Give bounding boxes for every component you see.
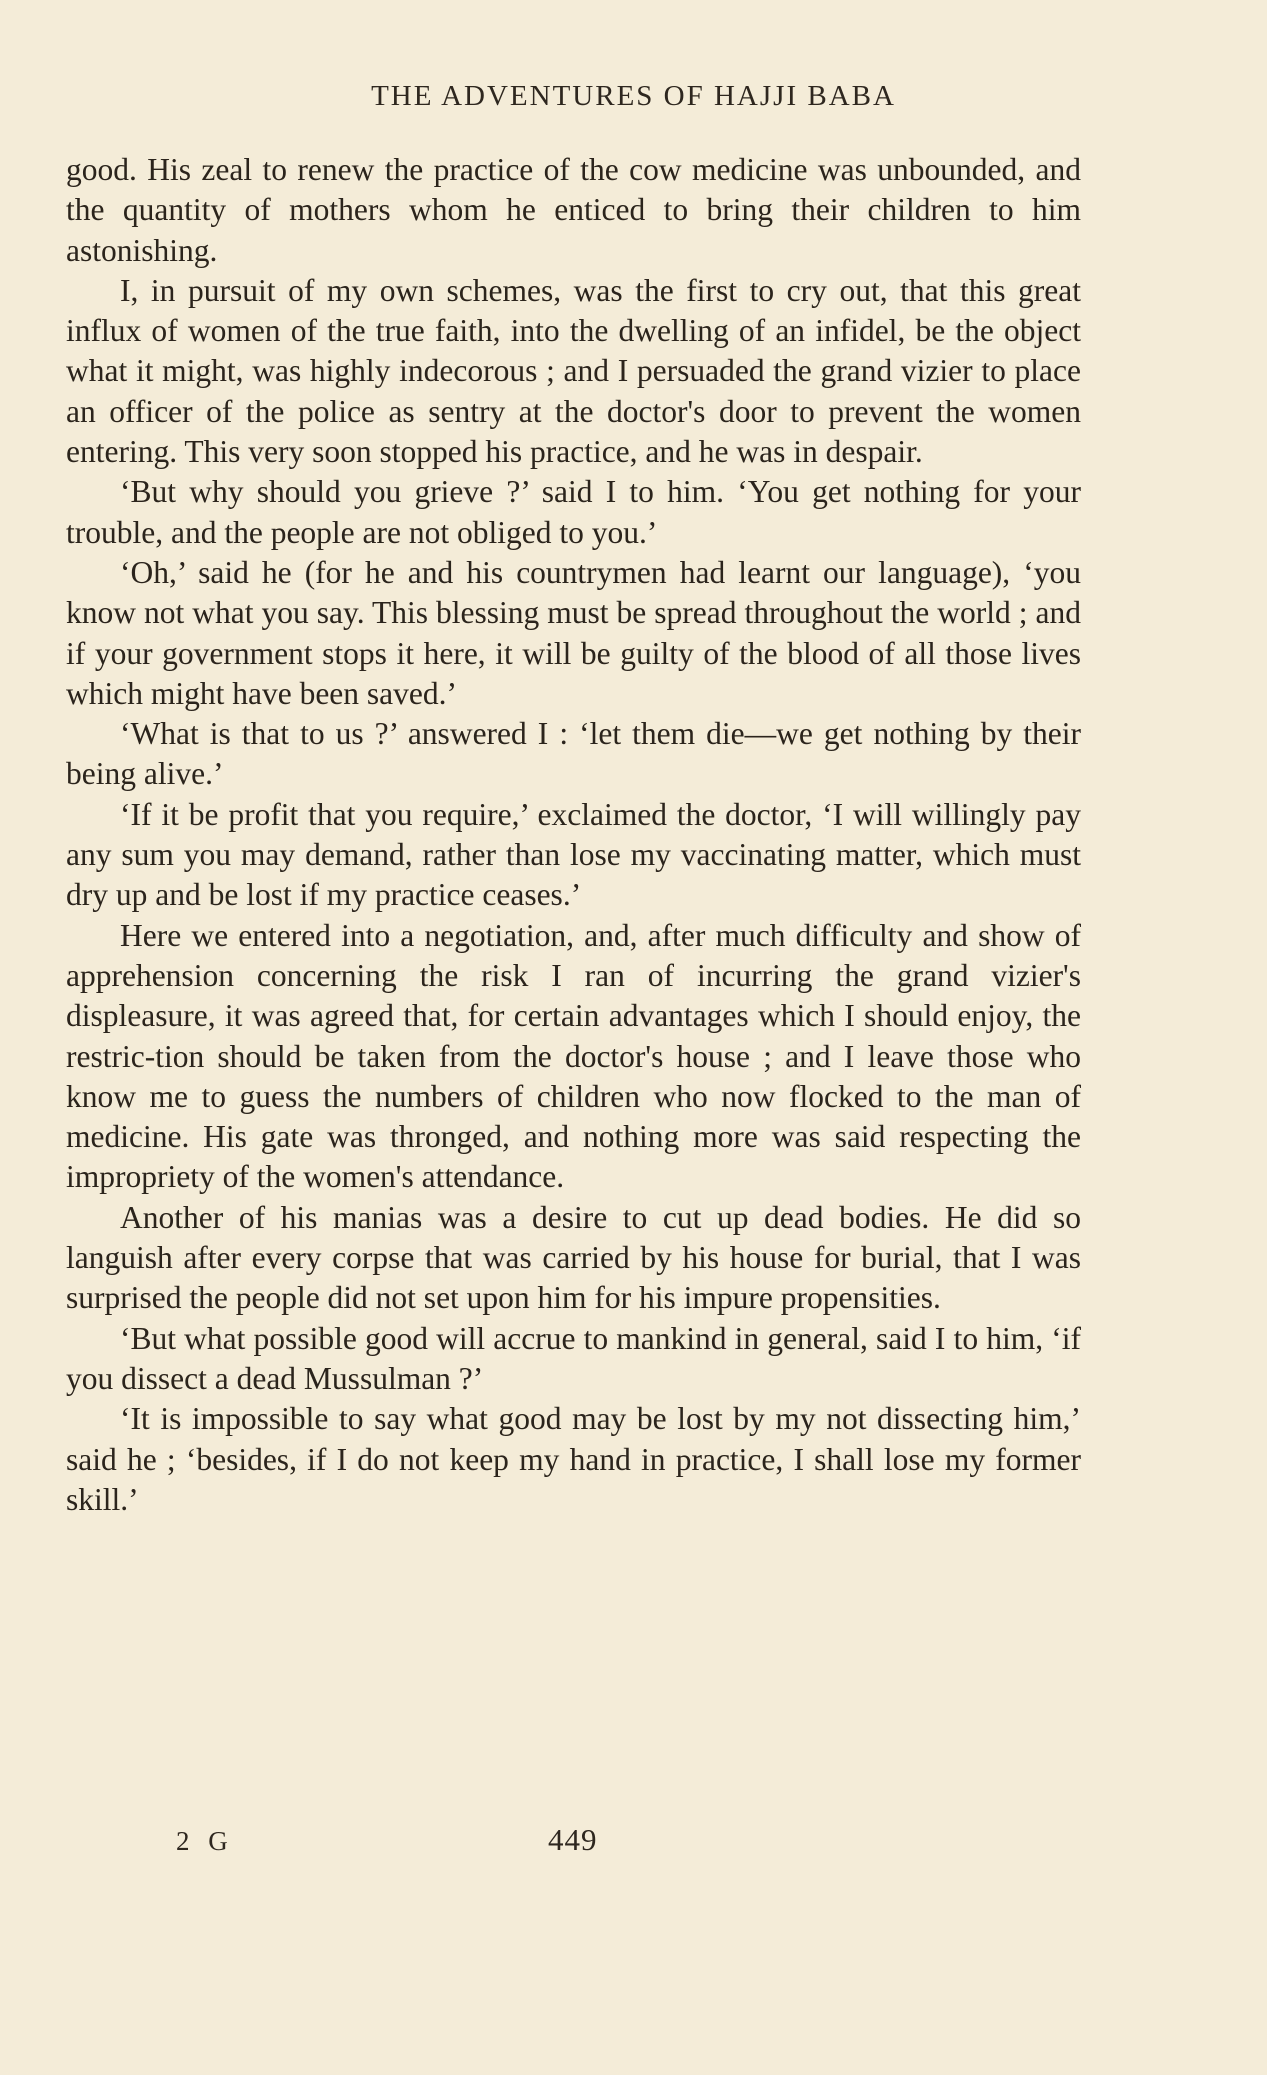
paragraph: ‘If it be profit that you require,’ exclaimed the doctor, ‘I will willingly pay any sum you may demand, rather than lose my vaccinating matter, which must dry up and be lost if my practice ceases.’ [66, 796, 1081, 913]
paragraph: Another of his manias was a desire to cut up dead bodies. He did so languish after every corpse that was carried by his house for burial, that I was surprised the people did not set upon him for his impure propensities. [66, 1199, 1081, 1316]
paragraph: I, in pursuit of my own schemes, was the first to cry out, that this great influx of women of the true faith, into the dwelling of an infidel, be the object what it might, was highly indecorous ; and I persuaded the grand vizier to place an officer of the police as sentry at the doctor's door to prevent the women entering. This very soon stopped his practice, and he was in despair. [66, 272, 1081, 470]
paragraph: ‘What is that to us ?’ answered I : ‘let them die—we get nothing by their being alive.’ [66, 716, 1081, 792]
paragraph: ‘Oh,’ said he (for he and his countrymen had learnt our language), ‘you know not what you say. This blessing must be spread throughout the world ; and if your government stops it here, it will be guilty of the blood of all those lives which might have been saved.’ [66, 554, 1081, 711]
page-number: 449 [548, 1822, 598, 1857]
paragraph: ‘But why should you grieve ?’ said I to him. ‘You get nothing for your trouble, and the people are not obliged to you.’ [66, 474, 1081, 550]
paragraph: good. His zeal to renew the practice of the cow medicine was unbounded, and the quantity of mothers whom he enticed to bring their children to him astonishing. [66, 152, 1081, 268]
paragraph: ‘But what possible good will accrue to mankind in general, said I to him, ‘if you dissect a dead Mussulman ?’ [66, 1320, 1081, 1396]
body-text [66, 150, 1081, 1520]
paragraph: ‘It is impossible to say what good may be lost by my not dissecting him,’ said he ; ‘besides, if I do not keep my hand in practice, I shall lose my former skill.’ [66, 1401, 1081, 1517]
paragraph: Here we entered into a negotiation, and, after much difficulty and show of apprehension concerning the risk I ran of incurring the grand vizier's displeasure, it was agreed that, for certain advantages which I should enjoy, the restric-tion should be taken from the doctor's house ; and I leave those who know me to guess the numbers of children who now flocked to the man of medicine. His gate was thronged, and nothing more was said respecting the impropriety of the women's attendance. [66, 917, 1081, 1195]
signature-mark: 2 G [176, 1826, 234, 1856]
running-head: THE ADVENTURES OF HAJJI BABA [371, 80, 896, 112]
